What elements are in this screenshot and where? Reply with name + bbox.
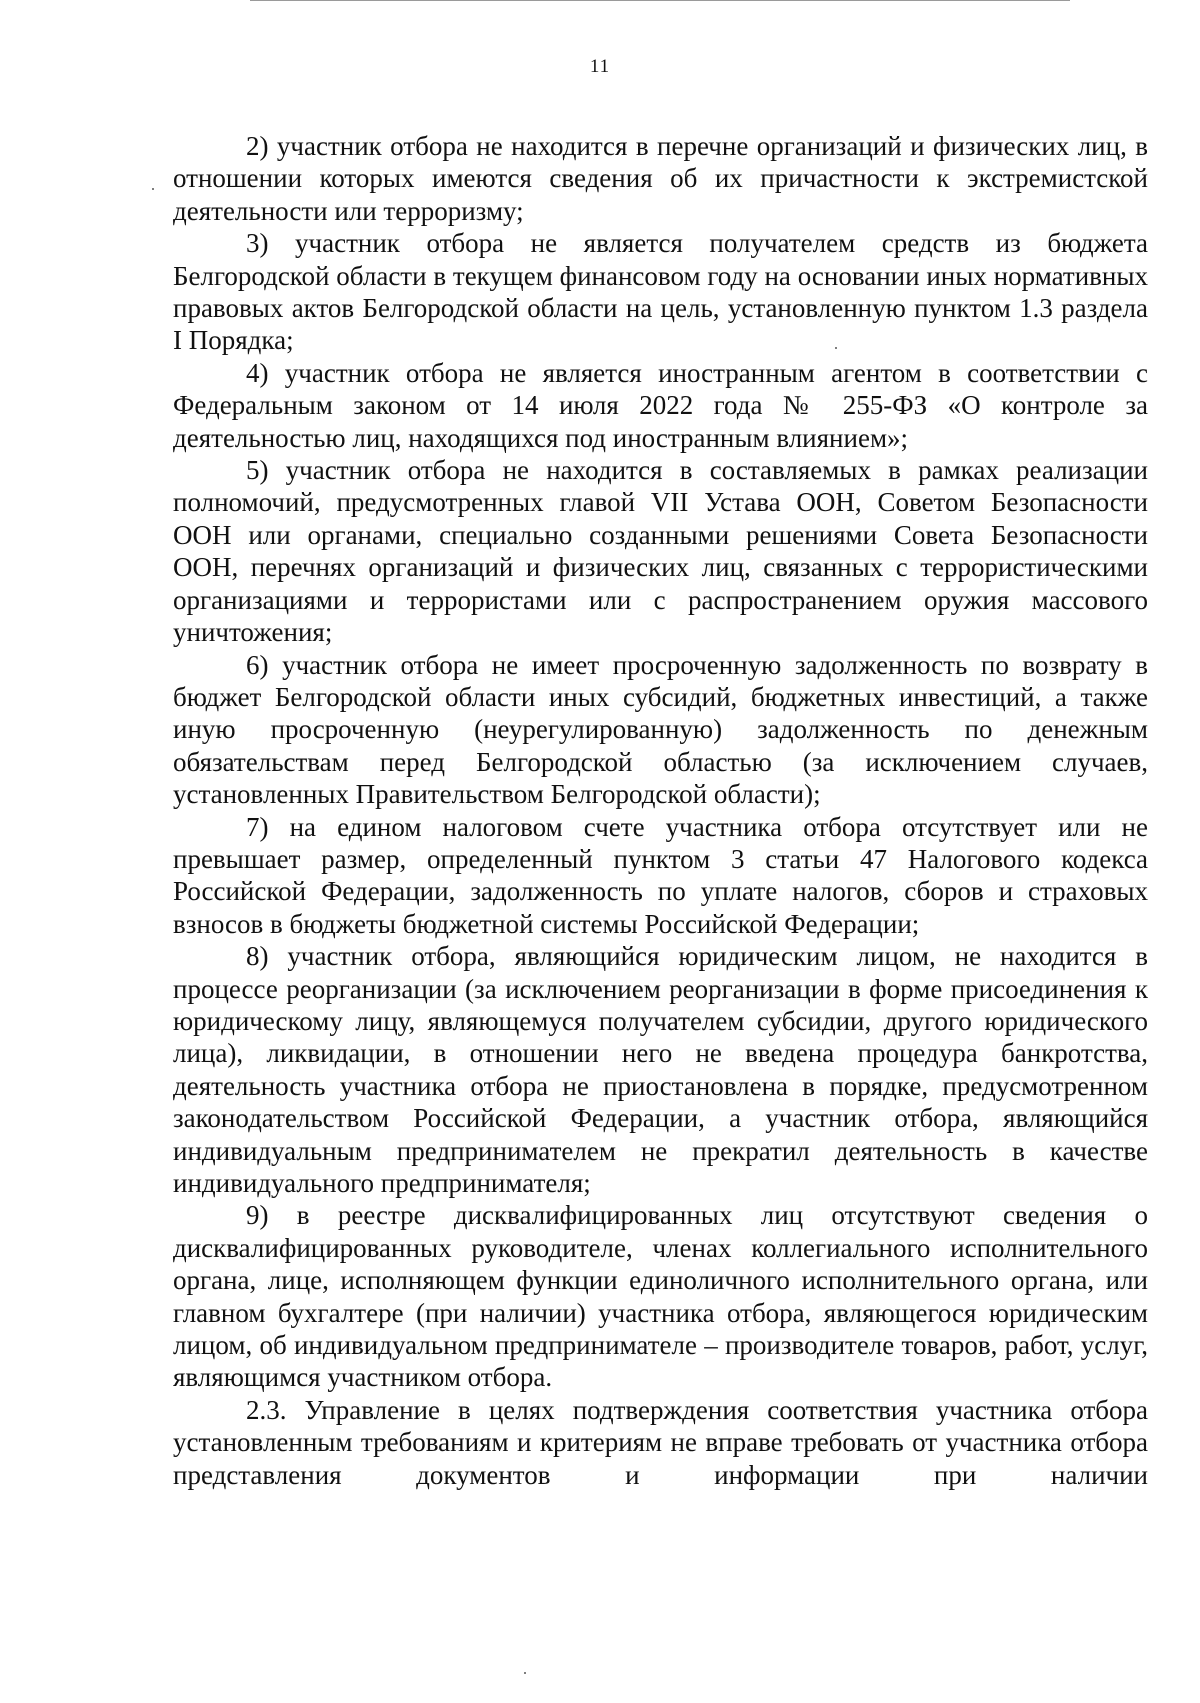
paragraph-item-6: 6) участник отбора не имеет просроченную задолженность по возврату в бюджет Белгородской области иных субсидий, бюджетных инвестиций, а также иную просроченную (неурегулированную) задолженность по денежным обязательствам перед Белгородской областью (за исключением случаев, установленных Правительством Белгородской области); <box>173 649 1148 810</box>
page-number: 11 <box>589 56 611 77</box>
document-body <box>173 130 1148 1491</box>
paragraph-item-9: 9) в реестре дисквалифицированных лиц отсутствуют сведения о дисквалифицированных руководителе, членах коллегиального исполнительного органа, лице, исполняющем функции единоличного исполнительного органа, или главном бухгалтере (при наличии) участника отбора, являющегося юридическим лицом, об индивидуальном предпринимателе – производителе товаров, работ, услуг, являющимся участником отбора. <box>173 1200 1148 1393</box>
paragraph-item-2: 2) участник отбора не находится в перечне организаций и физических лиц, в отношении которых имеются сведения об их причастности к экстремистской деятельности или терроризму; <box>173 131 1148 226</box>
paragraph-item-5: 5) участник отбора не находится в составляемых в рамках реализации полномочий, предусмотренных главой VII Устава ООН, Советом Безопасности ООН или органами, специально созданными решениями Совета Безопасности ООН, перечнях организаций и физических лиц, связанных с террористическими организациями и террористами или с распространением оружия массового уничтожения; <box>173 455 1148 648</box>
paragraph-item-3: 3) участник отбора не является получателем средств из бюджета Белгородской области в текущем финансовом году на основании иных нормативных правовых актов Белгородской области на цель, установленную пунктом 1.3 раздела I Порядка; <box>173 228 1148 356</box>
paragraph-section-2-3: 2.3. Управление в целях подтверждения соответствия участника отбора установленным требованиям и критериям не вправе требовать от участника отбора представления документов и информации при наличии <box>173 1394 1148 1490</box>
scan-top-edge-line <box>250 0 1070 1</box>
scan-speck <box>835 347 837 349</box>
paragraph-item-8: 8) участник отбора, являющийся юридическим лицом, не находится в процессе реорганизации (за исключением реорганизации в форме присоединения к юридическому лицу, являющемуся получателем субсидии, другого юридического лица), ликвидации, в отношении него не введена процедура банкротства, деятельность участника отбора не приостановлена в порядке, предусмотренном законодательством Российской Федерации, а участник отбора, являющийся индивидуальным предпринимателем не прекратил деятельность в качестве индивидуального предпринимателя; <box>173 941 1148 1198</box>
scan-speck <box>524 1672 526 1674</box>
paragraph-item-7: 7) на едином налоговом счете участника отбора отсутствует или не превышает размер, определенный пунктом 3 статьи 47 Налогового кодекса Российской Федерации, задолженность по уплате налогов, сборов и страховых взносов в бюджеты бюджетной системы Российской Федерации; <box>173 811 1148 939</box>
scan-speck <box>152 188 154 190</box>
paragraph-item-4: 4) участник отбора не является иностранным агентом в соответствии с Федеральным законом от 14 июля 2022 года № 255-ФЗ «О контроле за деятельностью лиц, находящихся под иностранным влиянием»; <box>173 357 1148 453</box>
